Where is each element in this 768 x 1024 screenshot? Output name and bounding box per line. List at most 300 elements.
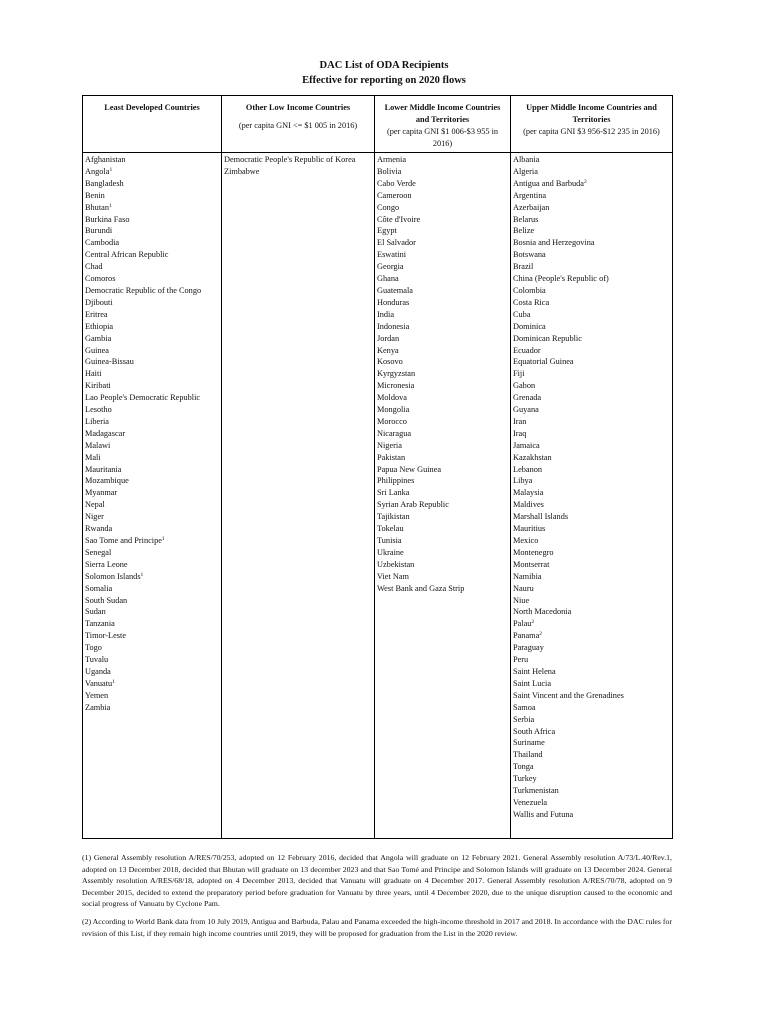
country-item [513, 773, 672, 785]
country-name: Indonesia [377, 321, 410, 331]
country-item [85, 154, 221, 166]
country-list-lower-middle-income [377, 154, 510, 595]
country-name: Tokelau [377, 524, 404, 534]
country-name: Kazakhstan [513, 452, 552, 462]
country-name: Belize [513, 226, 535, 236]
footnote-2: (2) According to World Bank data from 10 July 2019, Antigua and Barbuda, Palau and Panama exceeded the high-income threshold in 2017 and 2018. In accordance with the DAC rules for revision of this List, if they remain high income countries until 2019, they will be proposed for graduation from the List in the 2020 review. [82, 916, 672, 938]
country-item [377, 237, 510, 249]
country-item [513, 452, 672, 464]
country-item [377, 380, 510, 392]
country-item [85, 595, 221, 607]
country-name: Colombia [513, 285, 546, 295]
country-name: Benin [85, 190, 105, 200]
country-item [513, 356, 672, 368]
country-item [85, 202, 221, 214]
country-name: Saint Lucia [513, 678, 552, 688]
country-item [377, 225, 510, 237]
country-name: Moldova [377, 393, 407, 403]
footnote-marker: 1 [109, 166, 113, 173]
country-item [513, 678, 672, 690]
country-item [85, 237, 221, 249]
country-name: Panama [513, 631, 540, 641]
country-item [513, 440, 672, 452]
country-name: Mauritius [513, 524, 546, 534]
country-name: Timor-Leste [85, 631, 127, 641]
country-name: Costa Rica [513, 297, 550, 307]
country-item [85, 440, 221, 452]
country-name: Antigua and Barbuda [513, 178, 584, 188]
cell-other-low-income [222, 153, 375, 839]
country-name: Argentina [513, 190, 547, 200]
country-item [513, 404, 672, 416]
country-item [85, 404, 221, 416]
country-list-upper-middle-income [513, 154, 672, 821]
country-item [85, 690, 221, 702]
country-item [85, 333, 221, 345]
country-item [513, 630, 672, 642]
country-name: Nepal [85, 500, 105, 510]
column-subheading: (per capita GNI $3 956-$12 235 in 2016) [523, 127, 660, 136]
country-name: Libya [513, 476, 533, 486]
country-name: Kenya [377, 345, 399, 355]
country-item [513, 225, 672, 237]
country-item [85, 273, 221, 285]
country-item [85, 428, 221, 440]
country-name: Guinea-Bissau [85, 357, 134, 367]
country-item [513, 392, 672, 404]
country-name: Zambia [85, 702, 111, 712]
country-name: Cambodia [85, 238, 120, 248]
country-item [377, 309, 510, 321]
country-name: Iraq [513, 428, 527, 438]
country-name: Dominican Republic [513, 333, 582, 343]
country-item [513, 511, 672, 523]
country-name: Niger [85, 512, 104, 522]
country-name: India [377, 309, 395, 319]
country-item [513, 737, 672, 749]
country-item [85, 583, 221, 595]
country-item [377, 511, 510, 523]
country-name: Myanmar [85, 488, 118, 498]
country-name: Niue [513, 595, 530, 605]
country-item [224, 166, 374, 178]
column-heading: Least Developed Countries [104, 103, 200, 112]
country-name: Philippines [377, 476, 415, 486]
country-item [377, 273, 510, 285]
country-name: Bolivia [377, 166, 402, 176]
table-body-row [83, 153, 673, 839]
country-name: Tanzania [85, 619, 115, 629]
country-name: Namibia [513, 571, 542, 581]
country-item [85, 214, 221, 226]
country-name: Gambia [85, 333, 112, 343]
country-item [513, 285, 672, 297]
country-item [513, 368, 672, 380]
country-name: Grenada [513, 393, 542, 403]
country-item [513, 583, 672, 595]
country-name: Congo [377, 202, 400, 212]
country-name: Malaysia [513, 488, 544, 498]
country-item [377, 583, 510, 595]
country-item [85, 380, 221, 392]
country-name: Algeria [513, 166, 538, 176]
country-name: Ukraine [377, 547, 404, 557]
country-item [513, 416, 672, 428]
country-item [513, 237, 672, 249]
country-item [85, 547, 221, 559]
country-item [377, 345, 510, 357]
cell-least-developed [83, 153, 222, 839]
country-item [513, 547, 672, 559]
country-item [513, 702, 672, 714]
country-name: Saint Vincent and the Grenadines [513, 690, 624, 700]
country-item [513, 523, 672, 535]
country-name: Gabon [513, 381, 536, 391]
country-item [85, 475, 221, 487]
country-name: Burkina Faso [85, 214, 130, 224]
country-name: Togo [85, 643, 102, 653]
footnote-marker: 2 [583, 178, 587, 185]
country-name: Kiribati [85, 381, 111, 391]
country-list-least-developed [85, 154, 221, 714]
country-item [513, 249, 672, 261]
cell-lower-middle-income [375, 153, 511, 839]
country-item [85, 642, 221, 654]
country-name: Micronesia [377, 381, 415, 391]
country-name: Egypt [377, 226, 397, 236]
country-name: Guinea [85, 345, 109, 355]
country-name: Comoros [85, 274, 116, 284]
country-name: Jamaica [513, 440, 540, 450]
country-item [85, 702, 221, 714]
column-subheading: (per capita GNI <= $1 005 in 2016) [238, 121, 358, 130]
country-item [513, 714, 672, 726]
column-heading: Other Low Income Countries [245, 103, 351, 112]
country-name: Kosovo [377, 357, 403, 367]
country-name: Mali [85, 452, 101, 462]
cell-upper-middle-income [511, 153, 673, 839]
country-item [85, 178, 221, 190]
country-item [513, 190, 672, 202]
country-item [377, 285, 510, 297]
country-item [377, 249, 510, 261]
country-item [377, 356, 510, 368]
country-item [513, 464, 672, 476]
country-name: Turkmenistan [513, 786, 559, 796]
country-name: Liberia [85, 416, 109, 426]
country-item [85, 249, 221, 261]
country-name: Côte d'Ivoire [377, 214, 421, 224]
country-item [85, 571, 221, 583]
country-item [377, 475, 510, 487]
country-item [377, 166, 510, 178]
country-item [377, 368, 510, 380]
oda-recipients-table [82, 95, 673, 839]
country-name: Mauritania [85, 464, 122, 474]
country-name: Iran [513, 416, 527, 426]
country-item [377, 547, 510, 559]
country-name: Mongolia [377, 405, 410, 415]
country-item [377, 559, 510, 571]
country-item [85, 368, 221, 380]
country-name: Botswana [513, 250, 546, 260]
country-name: Sao Tome and Principe [85, 536, 162, 545]
country-name: Zimbabwe [224, 166, 260, 176]
country-item [85, 535, 221, 547]
country-name: Ghana [377, 274, 399, 284]
country-name: Morocco [377, 416, 407, 426]
country-name: Democratic Republic of the Congo [85, 285, 202, 295]
country-name: Montenegro [513, 547, 554, 557]
country-name: Suriname [513, 738, 545, 748]
country-item [224, 154, 374, 166]
country-item [377, 571, 510, 583]
country-name: Bosnia and Herzegovina [513, 238, 595, 248]
country-name: Nigeria [377, 440, 402, 450]
country-name: Burundi [85, 226, 113, 236]
country-name: Georgia [377, 262, 404, 272]
country-item [513, 345, 672, 357]
country-name: South Sudan [85, 595, 128, 605]
country-name: Lesotho [85, 405, 112, 415]
country-name: Pakistan [377, 452, 406, 462]
country-name: Peru [513, 655, 529, 665]
country-item [85, 416, 221, 428]
country-item [513, 202, 672, 214]
country-item [513, 321, 672, 333]
country-name: Palau [513, 619, 532, 629]
footnote-marker: 2 [531, 619, 535, 626]
country-name: Bhutan [85, 202, 109, 212]
country-name: Chad [85, 262, 103, 272]
country-item [513, 499, 672, 511]
country-item [85, 297, 221, 309]
country-item [85, 464, 221, 476]
country-name: Jordan [377, 333, 400, 343]
country-item [85, 499, 221, 511]
country-name: Angola [85, 166, 110, 176]
country-item [513, 178, 672, 190]
country-item [85, 225, 221, 237]
country-item [85, 452, 221, 464]
country-name: Eswatini [377, 250, 407, 260]
country-item [513, 606, 672, 618]
country-name: Azerbaijan [513, 202, 550, 212]
country-item [377, 535, 510, 547]
country-name: Mexico [513, 536, 539, 545]
country-item [377, 178, 510, 190]
country-name: Honduras [377, 297, 410, 307]
country-name: Papua New Guinea [377, 464, 442, 474]
country-item [85, 618, 221, 630]
country-item [377, 416, 510, 428]
country-item [513, 690, 672, 702]
header-least-developed [83, 96, 222, 153]
country-name: Ecuador [513, 345, 541, 355]
column-subheading: (per capita GNI $1 006-$3 955 in 2016) [386, 127, 499, 148]
country-name: Democratic People's Republic of Korea [224, 155, 356, 164]
country-item [85, 666, 221, 678]
country-name: Turkey [513, 774, 537, 784]
country-item [513, 642, 672, 654]
country-name: Albania [513, 155, 540, 164]
country-name: Uganda [85, 666, 111, 676]
country-name: Venezuela [513, 797, 548, 807]
country-name: Viet Nam [377, 571, 409, 581]
country-name: Thailand [513, 750, 543, 760]
country-item [85, 606, 221, 618]
country-name: Cameroon [377, 190, 412, 200]
country-name: Equatorial Guinea [513, 357, 574, 367]
country-name: Vanuatu [85, 678, 113, 688]
footnotes [82, 852, 672, 945]
country-item [513, 475, 672, 487]
country-item [513, 273, 672, 285]
country-list-other-low-income [224, 154, 374, 178]
country-name: Solomon Islands [85, 571, 141, 581]
footnote-marker: 1 [112, 678, 115, 685]
country-item [377, 523, 510, 535]
document-title: DAC List of ODA Recipients [319, 60, 449, 71]
document-subtitle: Effective for reporting on 2020 flows [302, 75, 466, 86]
country-item [513, 166, 672, 178]
header-other-low-income [222, 96, 375, 153]
country-name: Cuba [513, 309, 531, 319]
country-name: Samoa [513, 702, 536, 712]
country-name: Armenia [377, 155, 407, 164]
country-name: Afghanistan [85, 155, 126, 164]
country-name: Madagascar [85, 428, 126, 438]
country-name: Fiji [513, 369, 525, 379]
country-item [377, 440, 510, 452]
country-item [377, 452, 510, 464]
country-name: Lebanon [513, 464, 543, 474]
country-name: Saint Helena [513, 666, 556, 676]
country-name: Ethiopia [85, 321, 114, 331]
country-name: Uzbekistan [377, 559, 415, 569]
country-item [377, 499, 510, 511]
country-name: West Bank and Gaza Strip [377, 583, 465, 593]
country-item [377, 333, 510, 345]
country-item [85, 523, 221, 535]
country-item [85, 356, 221, 368]
country-item [377, 404, 510, 416]
country-name: Nicaragua [377, 428, 412, 438]
country-name: Tuvalu [85, 655, 109, 665]
country-name: Montserrat [513, 559, 550, 569]
country-item [513, 761, 672, 773]
country-name: Cabo Verde [377, 178, 416, 188]
country-name: North Macedonia [513, 607, 572, 617]
footnote-marker: 1 [140, 571, 144, 578]
country-item [513, 618, 672, 630]
country-item [85, 345, 221, 357]
country-name: Tunisia [377, 536, 402, 545]
country-name: Central African Republic [85, 250, 169, 260]
country-item [513, 726, 672, 738]
country-item [377, 392, 510, 404]
country-item [377, 214, 510, 226]
country-item [513, 785, 672, 797]
country-item [85, 392, 221, 404]
country-name: Kyrgyzstan [377, 369, 416, 379]
country-name: Tajikistan [377, 512, 410, 522]
country-name: Dominica [513, 321, 546, 331]
country-item [377, 464, 510, 476]
country-name: Brazil [513, 262, 534, 272]
country-name: Wallis and Futuna [513, 809, 574, 819]
country-item [85, 285, 221, 297]
country-name: Malawi [85, 440, 111, 450]
country-item [377, 297, 510, 309]
country-item [513, 809, 672, 821]
country-item [513, 571, 672, 583]
country-item [513, 380, 672, 392]
country-item [85, 559, 221, 571]
country-item [85, 321, 221, 333]
country-name: Serbia [513, 714, 535, 724]
country-name: Haiti [85, 369, 102, 379]
country-item [513, 214, 672, 226]
table-header-row [83, 96, 673, 153]
footnote-marker: 1 [161, 536, 165, 542]
country-item [85, 166, 221, 178]
column-heading: Upper Middle Income Countries and Territories [526, 103, 657, 124]
country-item [513, 559, 672, 571]
country-name: Sri Lanka [377, 488, 410, 498]
country-item [513, 749, 672, 761]
country-item [377, 202, 510, 214]
country-item [513, 261, 672, 273]
country-name: Rwanda [85, 524, 113, 534]
country-item [513, 797, 672, 809]
country-name: Yemen [85, 690, 109, 700]
country-name: Mozambique [85, 476, 129, 486]
country-name: Guatemala [377, 285, 413, 295]
country-item [377, 487, 510, 499]
country-item [377, 190, 510, 202]
country-name: South Africa [513, 726, 556, 736]
country-item [85, 511, 221, 523]
country-name: Maldives [513, 500, 544, 510]
country-item [85, 309, 221, 321]
country-item [377, 428, 510, 440]
country-name: Sierra Leone [85, 559, 128, 569]
country-item [377, 154, 510, 166]
country-item [513, 297, 672, 309]
country-name: Djibouti [85, 297, 113, 307]
country-item [513, 595, 672, 607]
country-item [85, 678, 221, 690]
country-item [513, 333, 672, 345]
country-item [513, 154, 672, 166]
country-item [85, 261, 221, 273]
country-item [513, 535, 672, 547]
footnote-1: (1) General Assembly resolution A/RES/70/253, adopted on 12 February 2016, decided that Angola will graduate on 12 February 2021. General Assembly resolution A/73/L.40/Rev.1, adopted on 13 December 2018, decided that Bhutan will graduate on 13 december 2023 and that Sao Tomé and Principe and Solomon Islands will graduate on 13 December 2024. General Assembly resolution A/RES/68/18, adopted on 4 December 2013, decided that Vanuatu will graduate on 4 December 2017. General Assembly resolution A/RES/70/78, adopted on 9 December 2015, decided to extend the preparatory period before graduation for Vanuatu by three years, until 4 December 2020, due to the unique disruption caused to the economic and social progress of Vanuatu by Cyclone Pam. [82, 853, 672, 909]
header-upper-middle-income [511, 96, 673, 153]
country-item [85, 487, 221, 499]
country-name: Belarus [513, 214, 539, 224]
country-item [377, 261, 510, 273]
country-name: China (People's Republic of) [513, 274, 609, 284]
country-item [85, 654, 221, 666]
country-name: Paraguay [513, 643, 544, 653]
country-name: Senegal [85, 547, 112, 557]
country-item [513, 309, 672, 321]
column-heading: Lower Middle Income Countries and Territories [384, 103, 501, 124]
country-name: Eritrea [85, 309, 108, 319]
country-item [85, 190, 221, 202]
